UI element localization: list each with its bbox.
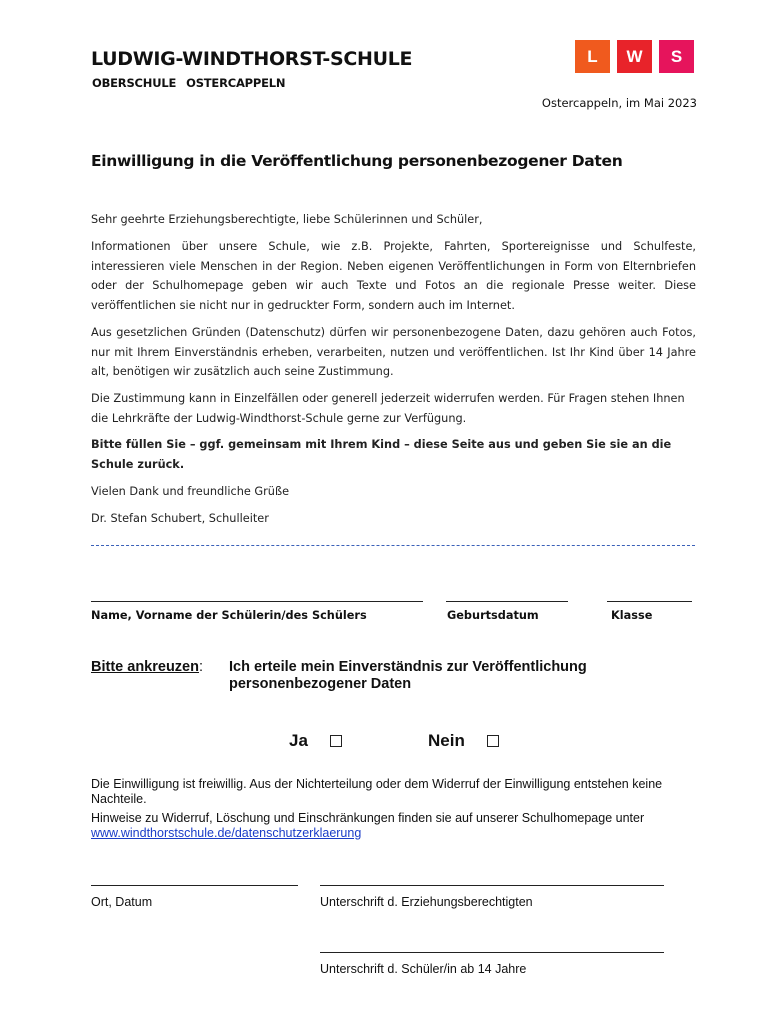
no-option[interactable] — [428, 731, 499, 751]
yes-checkbox[interactable] — [330, 735, 342, 747]
cut-line — [91, 545, 695, 546]
student-signature-label: Unterschrift d. Schüler/in ab 14 Jahre — [320, 962, 527, 976]
tick-prompt-colon: : — [198, 659, 204, 675]
logo-letter-l: L — [575, 40, 610, 73]
guardian-signature-label: Unterschrift d. Erziehungsberechtigten — [320, 895, 533, 909]
birthdate-line[interactable] — [446, 601, 568, 602]
paragraph-2: Aus gesetzlichen Gründen (Datenschutz) dürfen wir personenbezogene Daten, dazu gehören auch Fotos, nur mit Ihrem Einverständnis erheben, verarbeiten, nutzen und veröffentlichen. Ist Ihr Kind über 14 Jahre alt, benötigen wir zusätzlich auch seine Zustimmung. — [91, 326, 696, 379]
no-checkbox[interactable] — [487, 735, 499, 747]
tick-prompt — [91, 659, 203, 675]
place-date-label: Ort, Datum — [91, 895, 153, 909]
principal-signature: Dr. Stefan Schubert, Schulleiter — [91, 512, 269, 525]
consent-text-line-2: personenbezogener Daten — [229, 676, 412, 692]
document-title: Einwilligung in die Veröffentlichung personenbezogener Daten — [91, 152, 623, 170]
no-label: Nein — [428, 731, 465, 750]
school-name: LUDWIG-WINDTHORST-SCHULE — [91, 48, 413, 70]
logo-letter-s: S — [659, 40, 694, 73]
school-type: OBERSCHULE — [92, 76, 177, 90]
name-line[interactable] — [91, 601, 423, 602]
guardian-signature-line[interactable] — [320, 885, 664, 886]
school-logo — [575, 40, 694, 73]
salutation: Sehr geehrte Erziehungsberechtigte, liebe Schülerinnen und Schüler, — [91, 213, 483, 226]
paragraph-3: Die Zustimmung kann in Einzelfällen oder generell jederzeit widerrufen werden. Für Fragen stehen Ihnen die Lehrkräfte der Ludwig-Windthorst-Schule gerne zur Verfügung. — [91, 392, 685, 425]
name-label: Name, Vorname der Schülerin/des Schülers — [91, 609, 367, 622]
voluntary-note: Die Einwilligung ist freiwillig. Aus der Nichterteilung oder dem Widerruf der Einwilligung entstehen keine Nachteile. — [91, 777, 663, 806]
info-note — [91, 811, 696, 841]
student-signature-line[interactable] — [320, 952, 664, 953]
consent-text-line-1: Ich erteile mein Einverständnis zur Veröffentlichung — [229, 659, 587, 675]
return-request: Bitte füllen Sie – ggf. gemeinsam mit Ihrem Kind – diese Seite aus und geben Sie sie an die Schule zurück. — [91, 438, 672, 471]
yes-label: Ja — [289, 731, 308, 750]
closing: Vielen Dank und freundliche Grüße — [91, 485, 290, 498]
info-note-text: Hinweise zu Widerruf, Löschung und Einschränkungen finden sie auf unserer Schulhomepage unter — [91, 811, 645, 825]
class-label: Klasse — [611, 609, 653, 622]
privacy-policy-link[interactable]: www.windthorstschule.de/datenschutzerklaerung — [91, 826, 362, 840]
logo-letter-w: W — [617, 40, 652, 73]
yes-option[interactable] — [289, 731, 342, 751]
school-town: OSTERCAPPELN — [186, 76, 286, 90]
class-line[interactable] — [607, 601, 692, 602]
consent-text — [229, 659, 587, 693]
birthdate-label: Geburtsdatum — [447, 609, 539, 622]
tick-prompt-text: Bitte ankreuzen — [91, 659, 199, 675]
dateline: Ostercappeln, im Mai 2023 — [541, 96, 697, 110]
paragraph-1: Informationen über unsere Schule, wie z.B. Projekte, Fahrten, Sportereignisse und Schulfeste, interessieren viele Menschen in der Region. Neben eigenen Veröffentlichungen in Form von Elternbriefen oder der Schulhomepage geben wir auch Texte und Fotos an die regionale Presse weiter. Diese veröffentlichen sie nicht nur in gedruckter Form, sondern auch im Internet. — [91, 240, 696, 312]
place-date-line[interactable] — [91, 885, 298, 886]
school-subtitle — [92, 76, 295, 90]
